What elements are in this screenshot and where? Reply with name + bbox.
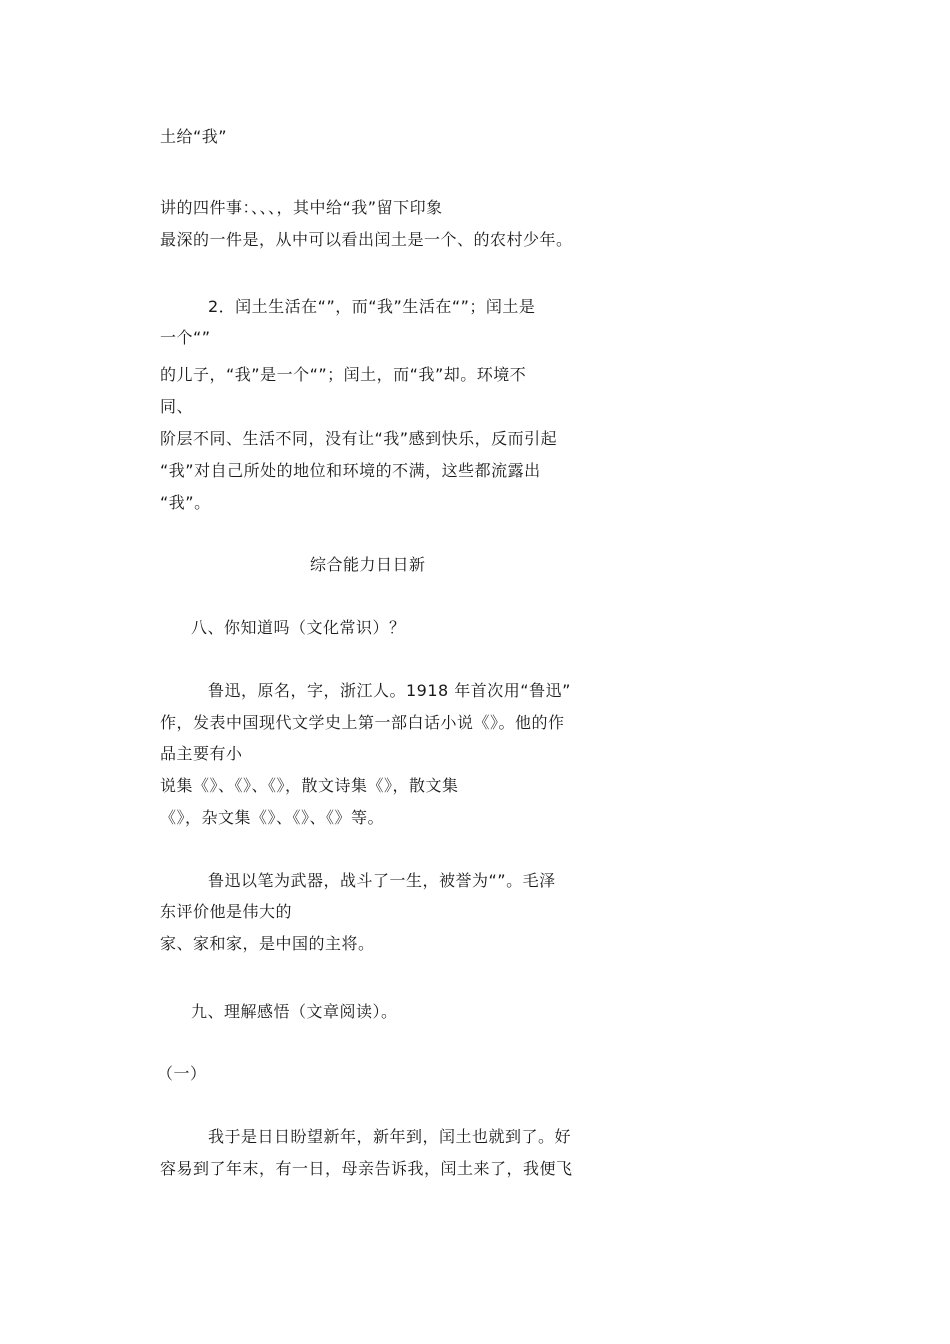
text-line: 最深的一件是，从中可以看出闰土是一个、的农村少年。 [160, 230, 573, 249]
text-line: 鲁迅以笔为武器，战斗了一生，被誉为“”。毛泽 [208, 871, 556, 890]
section-heading: 九、理解感悟（文章阅读）。 [191, 1002, 398, 1021]
text-line: 品主要有小 [160, 744, 243, 763]
section-heading: 八、你知道吗（文化常识）？ [191, 618, 406, 637]
text-line: 同、 [160, 397, 194, 416]
text-line: 家、家和家，是中国的主将。 [160, 934, 375, 953]
text-line: 土给“我” [160, 127, 228, 146]
text-line: 我于是日日盼望新年，新年到，闰土也就到了。好 [208, 1127, 572, 1146]
text-line: 作，发表中国现代文学史上第一部白话小说《》。他的作 [160, 713, 565, 732]
section-title: 综合能力日日新 [310, 555, 426, 574]
text-line: 2．闰土生活在“”，而“我”生活在“”；闰土是 [208, 297, 536, 316]
text-line: “我”。 [160, 493, 211, 512]
text-line: 一个“” [160, 328, 211, 347]
text-line: “我”对自己所处的地位和环境的不满，这些都流露出 [160, 461, 541, 480]
text-line: 阶层不同、生活不同，没有让“我”感到快乐，反而引起 [160, 429, 558, 448]
text-line: 《》，杂文集《》、《》、《》等。 [160, 808, 385, 827]
text-line: 说集《》、《》、《》，散文诗集《》，散文集 [160, 776, 459, 795]
text-line: 容易到了年末，有一日，母亲告诉我，闰土来了，我便飞 [160, 1159, 573, 1178]
passage-label: （一） [157, 1064, 207, 1083]
text-line: 东评价他是伟大的 [160, 902, 293, 921]
text-line: 的儿子，“我”是一个“”；闰土，而“我”却。环境不 [160, 365, 527, 384]
text-line: 鲁迅，原名，字，浙江人。1918 年首次用“鲁迅” [208, 681, 571, 700]
text-line: 讲的四件事：、、、，其中给“我”留下印象 [160, 198, 443, 217]
